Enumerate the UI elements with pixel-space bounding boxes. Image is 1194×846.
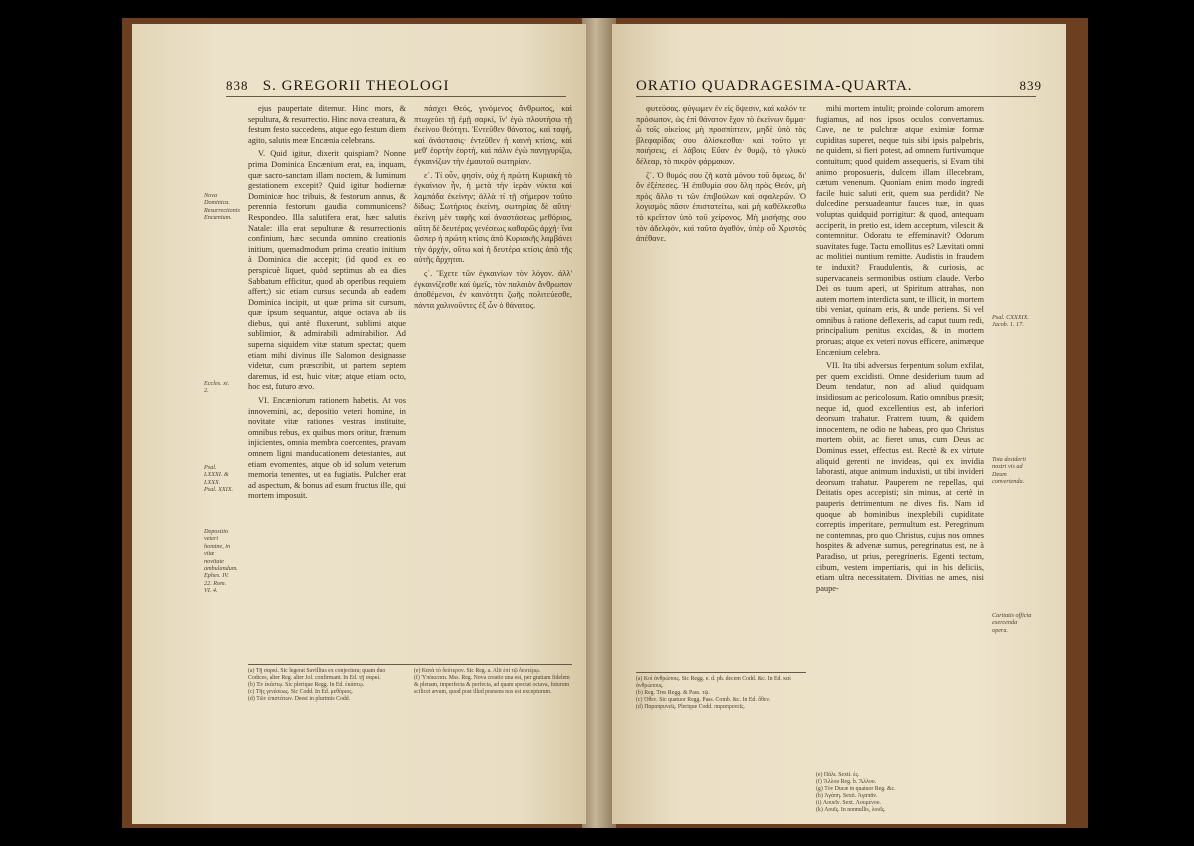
right-margin-note: Caritatis officia exercenda opera. <box>992 612 1032 634</box>
latin-paragraph: VII. Ita tibi adversus ferpentum solum exfilat, per quem excidisti. Omne desiderium tuum ad Deum tendatur, non ad aliud quidquam insidiosum ac pericolosum. Ratio omnibus præsit; neque id, quod excellentius est, ab inferiori deorsum trahatur. Fratrem tuum, & quidem innocentem, ne odio ne habeas, pro quo Christus mortem obiit, ac fieret unus, cum Deus ac Dominus esset, effectus est. Rectè & ex virtute aliquid gerenti ne invideas, qui ex invidia laborasti, atque animum induxisti, ut tibi invideri deorsum trahatur. Pauperem ne repellas, qui Deitatis opes accepisti; sin minus, at certè in pauperis detrimentum ne dives fis. Nam id quoque ab hominibus inexplebili cupiditate correptis imperitare, permultum est. Peregrinum ne contemnas, pro quo Christus, cujus nos omnes hospites & advenæ sumus, peregrinatus est, ne à Paradiso, ut prius, peregrineris. Egenti tectum, cibum, vestem impertiaris, qui in his deliciis, etiam ultra necessitatem. Divitias ne ames, nisi paupe- <box>816 361 984 593</box>
latin-paragraph: V. Quid igitur, dixerit quispiam? Nonne prima Dominica Encænium erat, ea, inquam, quæ sacro-sanctam illam noctem, & luminum gestationem excepit? Quid igitur hodiernæ Dominicæ hoc tribuis, & festorum annus, & perennia festorum gaudia communicens? Respondeo. Illa salutifera erat, hæc salutis Natale: illa erat sepulturæ & resurrectionis confinium, hæc secunda omnino creationis initium, quemadmodum prima creatio initium à Dominica die accepit; (id quod ex eo perspicuè liquet, quòd septimus ab ea dies Sabbatum efficitur, quod ab operibus requiem affert;) sic etiam cursus secunda ab eadem Dominica incipit, ut quæ prima sit cursum, quæ ipsum sequantur, atque octava ab iis diebus, qui antè fluxerunt, sublimi atque sublimior, & admirabili admirabilior. Ad superna siquidem vitæ statum spectat; quem etiam mihi divinus ille Salomon designasse videtur, cum præscribit, ut partem septem daremus, id est, huic vitæ; atque etiam octo, hoc est, futuro ævo. <box>248 149 406 392</box>
left-footnotes-b <box>414 668 572 696</box>
left-running-title: S. GREGORII THEOLOGI <box>262 78 450 94</box>
right-margin-note: Tota desiderii nostri vis ad Deum convertenda. <box>992 456 1026 486</box>
left-margin-note: Eccles. xi. 2. <box>204 380 230 395</box>
right-latin-footnotes <box>816 772 984 814</box>
left-head-rule <box>226 96 566 97</box>
left-margin-note: Depositio veteri homine, in vitæ novitate ambulandum. Ephes. IV. 22. Rom. VI. 4. <box>204 528 238 595</box>
book-gutter <box>582 18 616 828</box>
latin-paragraph: ejus paupertate ditemur. Hinc mors, & sepultura, & resurrectio. Hinc nova creatura, & festum festo succedens, atque ego festum diem agito, salutis meæ Encænia celebrans. <box>248 104 406 145</box>
footnote: (d) Τῶν ἐπιστάτων. Deest in plurimis Codd. <box>248 696 351 702</box>
right-head-rule <box>636 96 1036 97</box>
footnote: (a) Κοὶ ἀνθρώποις. Sic Regg. e. d. ph. decem Codd. &c. In Ed. καὶ ἀνθρώπους. <box>636 676 791 689</box>
footnote: (b) Ἐν ἑκάστῳ. Sic plerique Regg. In Ed. ἑκάστῳ. <box>248 682 365 688</box>
greek-paragraph: ς΄. Ἔχετε τῶν ἐγκαινίων τὸν λόγον. ἀλλ' ἐγκαινίζεσθε καὶ ὑμεῖς, τὸν παλαιὸν ἄνθρωπον ἀποθέμενοι, ἐν καινότητι ζωῆς πολιτεύεσθε, πάντα χαλινοῦντες ἐξ ὧν ὁ θάνατος. <box>414 268 572 310</box>
footnote: (a) Τῇ σαρκί. Sic legerat Savillius ex conjectura; quam duo Codices, alter Reg. alter Jol. confirmant. In Ed. τῇ σαρκί. <box>248 668 386 681</box>
latin-paragraph: VI. Encæniorum rationem habetis. At vos innovemini, ac, depositio veteri homine, in novitate vitæ rationes vestras instituite, omnibus rebus, ex quibus mors oritur, frænum injicientes, omnia membra coercentes, pravam omnem ligni manducationem detestantes, aut etiam evomentes, atque ob id solum veterum memoria tenentes, ut ea fugiatis. Pulcher erat ad aspectum, & bonus ad esum fructus ille, qui mortem imposuit. <box>248 396 406 501</box>
right-running-head <box>636 78 1042 95</box>
right-latin-column <box>816 104 984 764</box>
left-page-number: 838 <box>226 78 249 93</box>
footnote: (f) Ὑπόκειται. Mss. Reg. Nova creatio una est, per gratiam fidelem & plenam, imperfecta & perfecta, ad quam spectat octava, futurum scilicet ævum, quod post illud præsens nos est excepturum. <box>414 675 570 695</box>
right-margin-note: Psal. CXXXIX. Jacob. 1. 17. <box>992 314 1029 329</box>
left-running-head <box>226 78 450 95</box>
footnote: (d) Παραπρυνεῖς. Plerique Codd. παραπρυνεῖς. <box>636 704 746 710</box>
right-page <box>612 24 1066 824</box>
greek-paragraph: φυτεύσας. φύγωμεν ἐν εἰς ὄψεσιν, καὶ καλόν τε πρόσωπον, ὡς ἐπὶ θάνατον ἔχον τὸ ἐκείνων ὄμμα· ὦ τοῖς οἰκείοις μὴ προσπίπτειν, μηδὲ ὑπὸ τὰς βλεφαρίδας σου ἀλίσκεσθαι· καὶ τοῦτο γε ποιήσεις, εἰ λάβοις Εὔαν ἐν θυμῷ, τὸ γλυκὺ δέλεαρ, τὸ πικρὸν φάρμακον. <box>636 104 806 166</box>
footnote: (e) Κατὰ τὸ δεύτερον. Sic Reg. a. Alii ἐπὶ τῷ δευτέρῳ. <box>414 668 541 674</box>
greek-paragraph: πάσχει Θεός, γινόμενος ἄνθρωπος, καὶ πτωχεύει τῇ ἐμῇ σαρκί, ἵν' ἐγὼ πλουτήσω τῇ ἐκείνου θεότητι. Ἐντεῦθεν θάνατος, καὶ ταφή, καὶ ἀνάστασις· ἐντεῦθεν ἡ καινὴ κτίσις, καὶ μεθ' ἑορτὴν ἑορτή, καὶ πάλιν ἐγὼ πανηγυρίζω, ἐγκαινίζων τὴν ἐμαυτοῦ σωτηρίαν. <box>414 104 572 166</box>
left-margin-note: Psal. LXXXI. & LXXX. <box>204 464 229 486</box>
footnote: (b) Reg. Tres Regg. & Pass. τῷ. <box>636 690 710 696</box>
footnote: (g) Τὸν Ducæ in quatuor Reg. &c. <box>816 786 896 792</box>
left-margin-note: Psal. XXIX. <box>204 486 234 493</box>
footnote: (h) Ἀγάπη. Sexti. Ἀγαπᾶν. <box>816 793 878 799</box>
footnote: (e) Πάλι. Sexti. ἐς. <box>816 772 860 778</box>
right-greek-column <box>636 104 806 664</box>
left-latin-column <box>248 104 406 656</box>
right-footnote-rule <box>636 672 806 673</box>
latin-paragraph: mihi mortem intulit; proinde colorum amorem fugiamus, ad nos ipsos oculos convertamus. Cave, ne te pulchræ atque eximiæ formæ cupiditas superet, neque tuis sibi ipsis palpebris, ne quidem, si fieri potest, ad omnem furtivumque contuitum; quod quidem assequeris, si Evam tibi animo proposueris, dulcem illam illecebram, cætum venenum. Quoniam enim modo ingredi facile huic saluti erit, quem sua perdidit? Ne dulcedine persuadeantur fauces tuæ, in quas voluptas quidquid porrigitur: & quod, antequam acciperit, in pretio est, idem acceptum, vilescit & contemnitur. Odoratu te effeminavit? Odorum suavitates fuge. Tactu emollitus es? Lævitati omni ac molitiei nuntium remitte. Audistis in fraudem te induxit? Fraudulentis, & curiosis, ac supervacaneis sermonibus ostium claude. Verbo Dei os tuum aperi, ut Spiritum attrahas, non autem mortem interdicta sunt, te illicit, in mortem tibi veniat, quinam eris, & unde periens. Si vel omnibus à ratione deflexeris, ad caput tuum redi, principalium penitus excidas, & in mortem proruas; atque ex veteri novus efficere, animæque Encænium celebra. <box>816 104 984 357</box>
left-page <box>132 24 586 824</box>
right-running-title: ORATIO QUADRAGESIMA-QUARTA. <box>636 78 913 94</box>
right-page-number: 839 <box>1019 78 1042 93</box>
footnote: (f) Ἄλλου Reg. b. Ἄλλου. <box>816 779 877 785</box>
left-footnotes-a <box>248 668 406 703</box>
footnote: (c) Τῆς γενέσεως. Sic Codd. In Ed. μεθόριος. <box>248 689 353 695</box>
left-margin-note: Nova Dominica. Resurrectionis Encænium. <box>204 192 240 222</box>
greek-paragraph: ε΄. Τί οὖν, φησὶν, οὐχ ἡ πρώτη Κυριακὴ τὸ ἐγκαίνιον ἦν, ἡ μετὰ τὴν ἱερὰν νύκτα καὶ λαμπάδα ἐκείνην; ἀλλὰ τί τῇ σήμερον τοῦτο δίδως; Σωτήριος ἐκείνη, σωτηρίας δὲ αὕτη· ἐκείνη μὲν ταφῆς καὶ ἀναστάσεως μεθόριος, αὕτη δὲ δευτέρας γενέσεως καθαρῶς ἀρχή· ἵνα ὥσπερ ἡ πρώτη κτίσις ἀπὸ Κυριακῆς λαμβάνει τὴν ἀρχήν, οὕτω καὶ ἡ δευτέρα κτίσις ἀπὸ τῆς αὐτῆς ἄρχηται. <box>414 170 572 265</box>
footnote: (i) Λουεῖν. Sext. Λουμένου. <box>816 800 881 806</box>
left-footnote-rule <box>248 664 572 665</box>
left-greek-column <box>414 104 572 656</box>
footnote: (k) Λουῖς. In nonnullis, λουΐς. <box>816 807 886 813</box>
greek-paragraph: ζ΄. Ὁ θυμός σου ζῆ κατὰ μόνου τοῦ ὄφεως, δι' ὃν ἐξέπεσες. Ἡ ἐπιθυμία σου ὅλη πρὸς Θεόν, μὴ πρὸς ἄλλο τι τῶν ἐπιβούλων καὶ σφαλερῶν. Ὁ λογισμὸς πᾶσιν ἐπιστατείτω, καὶ μὴ καθέλκεσθω τὸ κρεῖττον ὑπὸ τοῦ χείρονος. Μὴ μισήσῃς σου τὸν ἀδελφόν, καὶ ταῦτα ἀγαθόν, ὑπὲρ οὗ Χριστὸς ἀπέθανε. <box>636 170 806 244</box>
right-footnotes <box>636 676 806 711</box>
footnote: (c) Ὀθεν. Sic quatuor Regg. Pass. Comb. &c. In Ed. ὅθεν. <box>636 697 771 703</box>
